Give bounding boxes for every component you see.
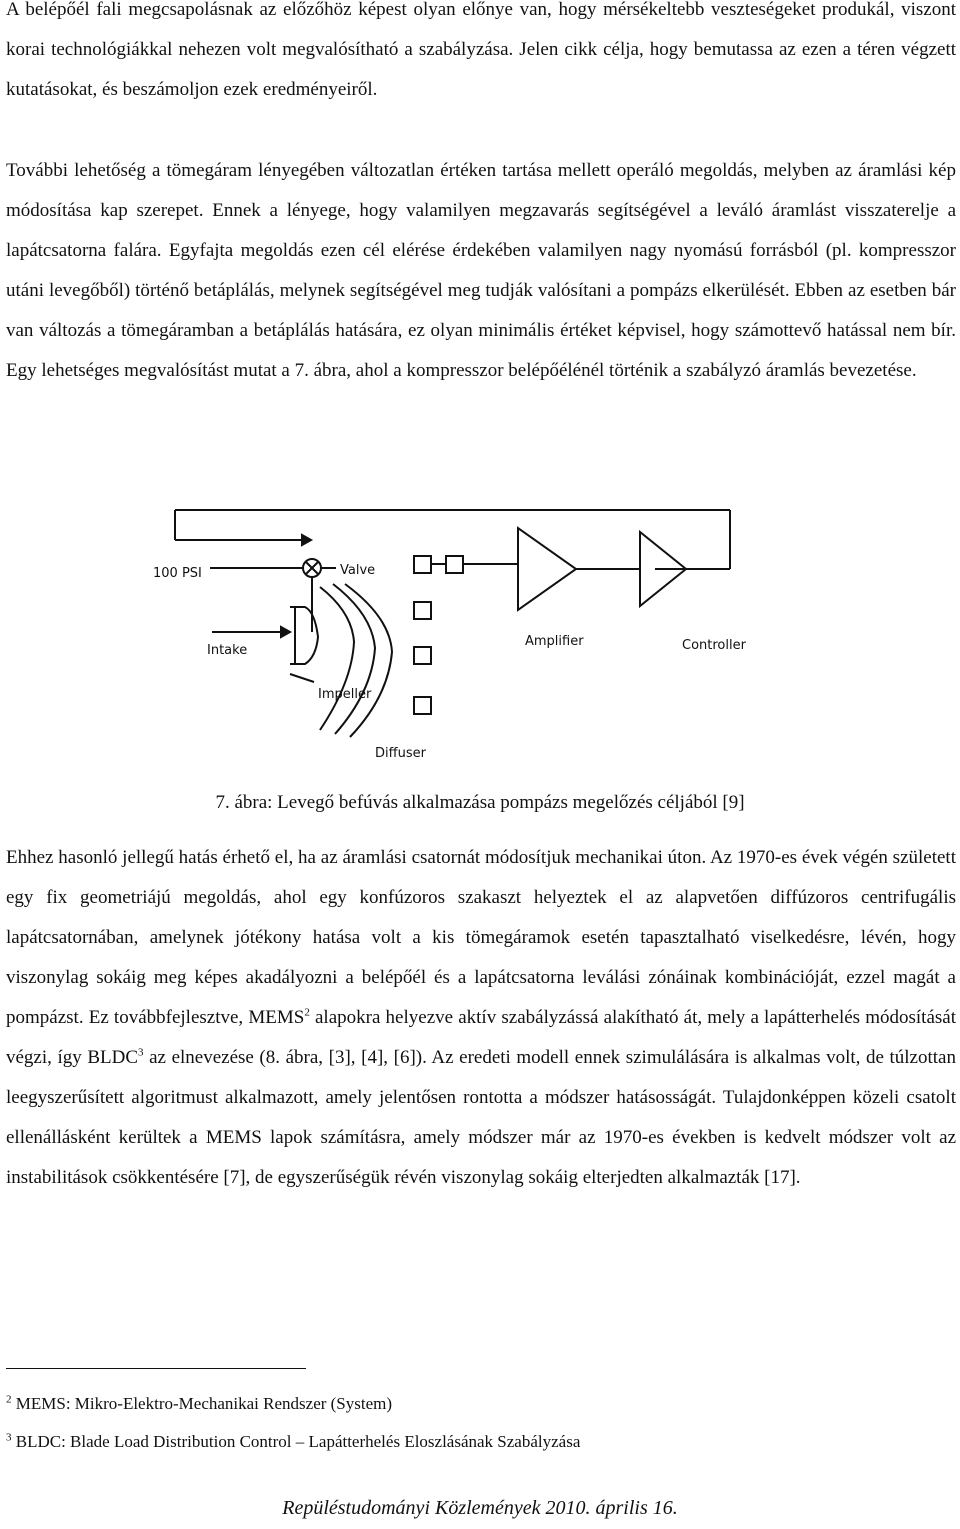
footnote-bldc xyxy=(6,1432,956,1452)
footnote-mems xyxy=(6,1394,956,1414)
label-diffuser: Diffuser xyxy=(375,746,426,761)
label-valve: Valve xyxy=(340,563,376,578)
footnote-text: BLDC: Blade Load Distribution Control – Lapátterhelés Eloszlásának Szabályzása xyxy=(15,1432,581,1451)
footnote-number: 2 xyxy=(6,1393,12,1406)
footnote-ref-bldc[interactable]: 3 xyxy=(138,1046,144,1059)
paragraph-intro: A belépőél fali megcsapolásnak az előzőhöz képest olyan előnye van, hogy mérsékeltebb veszteségeket produkál, viszont korai technológiákkal nehezen volt megvalósítható a szabályzása. Jelen cikk célja, hogy bemutassa az ezen a téren végzett kutatásokat, és beszámoljon ezek eredményeiről. xyxy=(6,0,956,100)
paragraph-part-2: alapokra helyezve aktív szabályzássá alakítható át, mely a lapátterhelés módosítását végzi, így BLDC xyxy=(6,1007,956,1068)
impeller-diffuser xyxy=(290,584,392,737)
label-amplifier: Amplifier xyxy=(525,634,584,649)
footnote-divider xyxy=(6,1368,306,1369)
intake-line xyxy=(212,627,290,637)
label-psi: 100 PSI xyxy=(153,566,202,581)
label-controller: Controller xyxy=(682,638,746,653)
footnote-text: MEMS: Mikro-Elektro-Mechanikai Rendszer (System) xyxy=(15,1394,393,1413)
amplifier-triangle xyxy=(463,528,640,610)
controller-triangle xyxy=(640,532,730,606)
paragraph-part-1: Ehhez hasonló jellegű hatás érhető el, ha az áramlási csatornát módosítjuk mechanikai úton. Az 1970-es évek végén született egy fix geometriájú megoldás, ahol egy konfúzoros szakaszt helyeztek el az alapvetően diffúzoros centrifugális lapátcsatornában, amelynek jótékony hatása volt a kis tömegáramok esetén tapasztalható viselkedésre, lévén, hogy viszonylag sokáig meg képes akadályozni a belépőél és a lapátcsatorna leválási zónáinak kombinációját, ezzel magát a pompázst. Ez továbbfejlesztve, MEMS xyxy=(6,847,956,1028)
sensor-boxes xyxy=(414,556,463,714)
label-impeller: Impeller xyxy=(318,687,372,702)
paragraph-mechanical-modification xyxy=(6,838,956,1198)
feedback-loop xyxy=(175,510,730,569)
label-intake: Intake xyxy=(207,643,248,658)
footnote-ref-mems[interactable]: 2 xyxy=(304,1006,310,1019)
page-footer: Repüléstudományi Közlemények 2010. április 16. xyxy=(282,1497,678,1519)
footnote-number: 3 xyxy=(6,1431,12,1444)
paragraph-flow-modification: További lehetőség a tömegáram lényegében változatlan értéken tartása mellett operáló megoldás, melyben az áramlási kép módosítása kap szerepet. Ennek a lényege, hogy valamilyen megzavarás segítségével a leváló áramlást visszaterelje a lapátcsatorna falára. Egyfajta megoldás ezen cél elérése érdekében valamilyen nagy nyomású forrásból (pl. kompresszor utáni levegőből) történő betáplálás, melynek segítségével meg tudják valósítani a pompázs elkerülését. Ebben az esetben bár van változás a tömegáramban a betáplálás hatására, ez olyan minimális értéket képvisel, hogy számottevő hatással nem bír. Egy lehetséges megvalósítást mutat a 7. ábra, ahol a kompresszor belépőélénél történik a szabályzó áramlás bevezetése. xyxy=(6,160,956,381)
paragraph-part-3: az elnevezése (8. ábra, [3], [4], [6]). Az eredeti modell ennek szimulálására is alkalmas volt, de túlzottan leegyszerűsített algoritmust alkalmazott, amely jelentősen rontotta a módszer hatásosságát. Tulajdonképpen közeli csatolt ellenállásként kerültek a MEMS lapok számításra, amely módszer már az 1970-es években is kedvelt módszer volt az instabilitások csökkentésére [7], de egyszerűségük révén viszonylag sokáig elterjedten alkalmazták [17]. xyxy=(6,1047,956,1188)
figure-7-diagram xyxy=(140,492,830,770)
figure-caption: 7. ábra: Levegő befúvás alkalmazása pompázs megelőzés céljából [9] xyxy=(215,792,745,813)
valve-symbol xyxy=(210,559,336,632)
